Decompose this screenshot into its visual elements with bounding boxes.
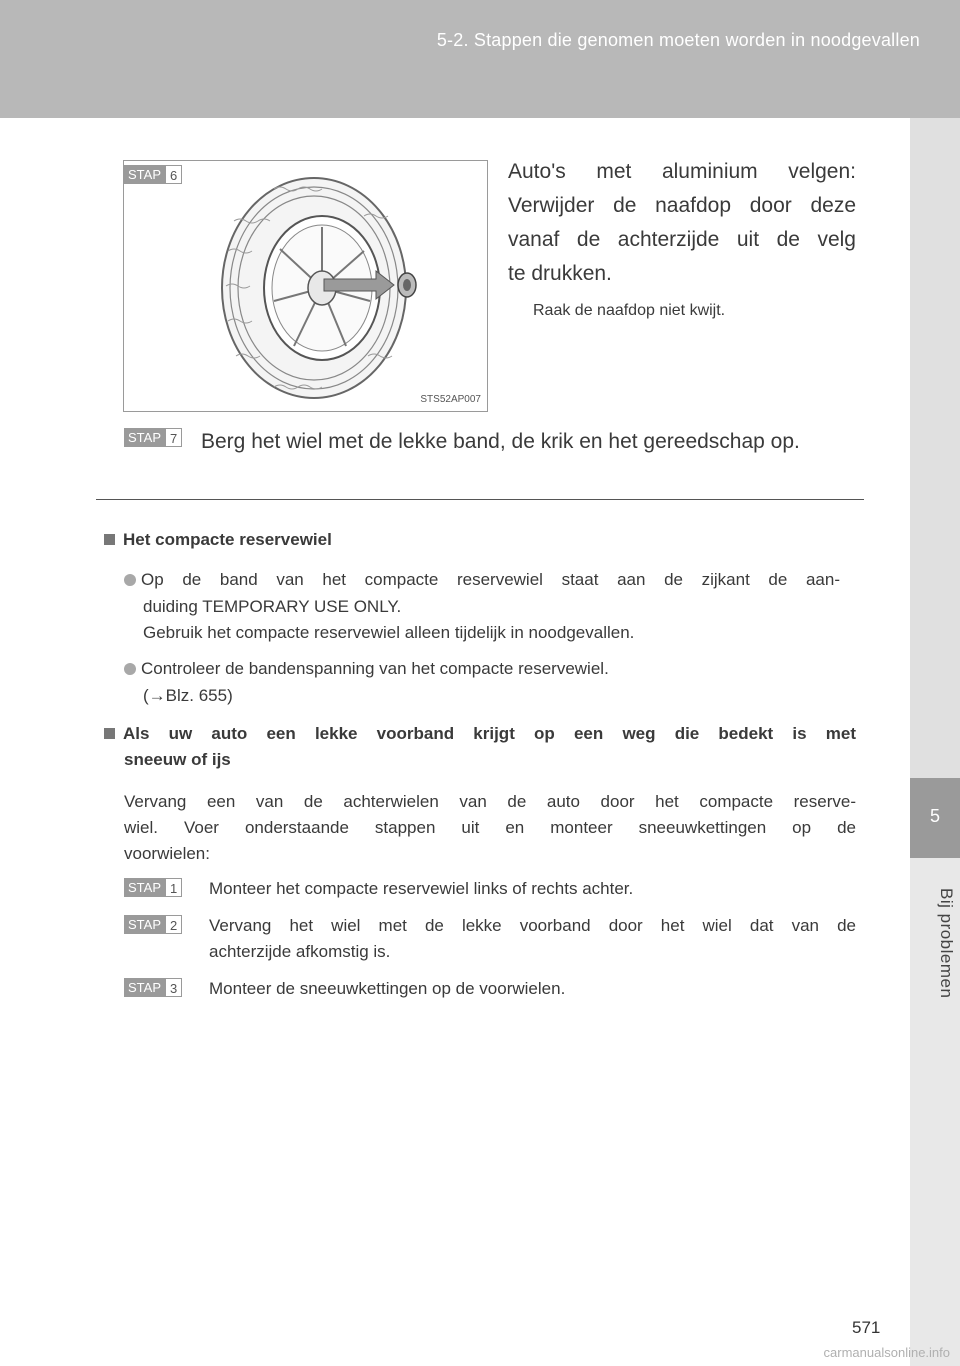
page-number: 571 (852, 1318, 881, 1337)
sub-step2-text-line1: Vervang het wiel met de lekke voorband door het wiel dat van de (209, 916, 856, 935)
step7-badge: STAP 7 (124, 428, 182, 447)
circle-bullet-icon (124, 663, 136, 675)
section2-para-line1: Vervang een van de achterwielen van de auto door het compacte reserve- (124, 792, 856, 811)
step6-note: Raak de naafdop niet kwijt. (533, 302, 726, 319)
chapter-label: Bij problemen (937, 888, 956, 999)
sub-step3-badge: STAP 3 (124, 978, 182, 997)
step6-badge: STAP 6 (124, 165, 182, 184)
bullet1-line2: duiding TEMPORARY USE ONLY. (143, 597, 402, 616)
bullet2-line1: Controleer de bandenspanning van het compacte reservewiel. (124, 656, 609, 682)
watermark[interactable]: carmanualsonline.info (823, 1345, 950, 1360)
section2-heading-line1: Als uw auto een lekke voorband krijgt op een weg die bedekt is met (104, 721, 856, 747)
sub-step1-text: Monteer het compacte reservewiel links of rechts achter. (209, 879, 634, 898)
wheel-illustration (123, 160, 488, 412)
sub-step2-text-line2: achterzijde afkomstig is. (209, 942, 391, 961)
side-strip-top (910, 118, 960, 778)
bullet1-line3: Gebruik het compacte reservewiel alleen tijdelijk in noodgevallen. (143, 623, 635, 642)
bullet1-line1: Op de band van het compacte reservewiel staat aan de zijkant de aan- (124, 567, 840, 593)
chapter-number: 5 (929, 806, 940, 826)
sub-step1-badge: STAP 1 (124, 878, 182, 897)
square-bullet-icon (104, 728, 115, 739)
step7-text: Berg het wiel met de lekke band, de krik en het gereedschap op. (201, 430, 800, 453)
circle-bullet-icon (124, 574, 136, 586)
page-header (0, 0, 960, 118)
square-bullet-icon (104, 534, 115, 545)
section1-heading: Het compacte reservewiel (104, 527, 332, 553)
figure-code: STS52AP007 (420, 394, 481, 405)
section2-heading-line2: sneeuw of ijs (124, 750, 231, 769)
sub-step3-text: Monteer de sneeuwkettingen op de voorwielen. (209, 979, 566, 998)
header-title: 5-2. Stappen die genomen moeten worden in noodgevallen (436, 30, 920, 50)
divider (96, 499, 864, 500)
section2-para-line3: voorwielen: (124, 844, 210, 863)
step6-text: Auto's met aluminium velgen: Verwijder de naafdop door deze vanaf de achterzijde uit de velg te drukken. (508, 160, 856, 285)
bullet2-page-ref[interactable]: (→Blz. 655) (143, 686, 233, 705)
wheel-hubcap-icon (124, 161, 487, 411)
section2-para-line2: wiel. Voer onderstaande stappen uit en monteer sneeuwkettingen op de (124, 818, 856, 837)
sub-step2-badge: STAP 2 (124, 915, 182, 934)
